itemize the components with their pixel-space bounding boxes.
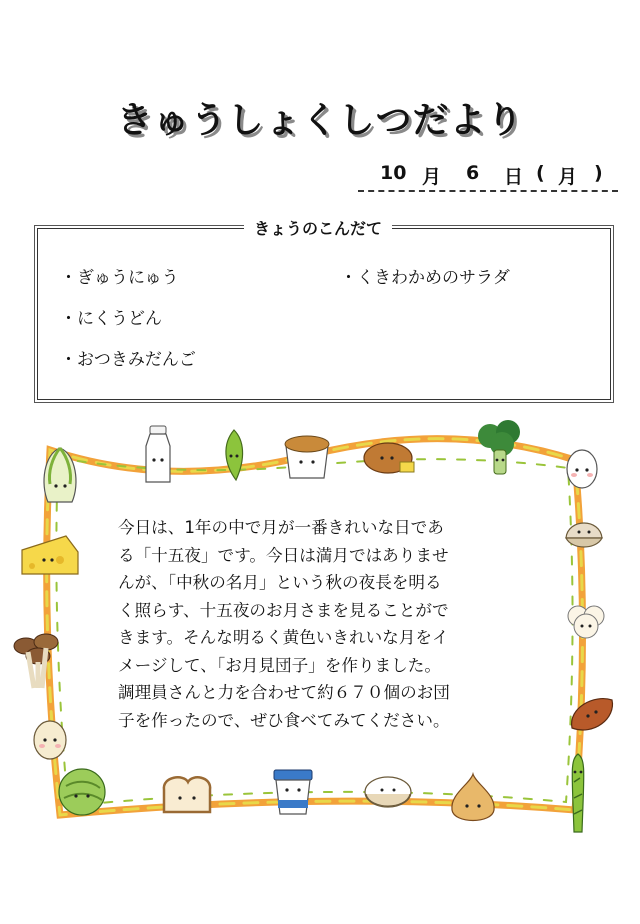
chinese-cabbage-icon [38,444,82,506]
story-line: メージして、「お月見団子」を作りました。 [118,655,441,675]
okra-icon [216,428,250,482]
date-month: 10 [380,162,407,184]
potato-icon [30,716,70,762]
date-day-label: 日 [504,166,524,188]
story-line: 今日は、1年の中で月が一番きれいな日であ [118,518,444,537]
date-day: 6 [466,162,480,184]
date-open-paren: ( [536,162,545,184]
story-line: きます。そんな明るく黄色いきれいな月をイ [118,628,449,647]
cheese-icon [18,530,82,580]
menu-heading: きょうのこんだて [244,216,392,239]
cauliflower-icon [562,600,610,646]
date-line [358,160,618,192]
natto-icon [280,430,334,482]
date-month-label: 月 [422,166,442,188]
menu-item-milk: ・ぎゅうにゅう [60,268,179,288]
onion-icon [446,770,500,828]
menu-item-dango: ・おつきみだんご [60,350,196,370]
menu-item-salad: ・くきわかめのサラダ [340,268,510,288]
bread-roll-icon [362,440,418,476]
yogurt-cup-icon [268,766,318,818]
story-line: んが、「中秋の名月」という秋の夜長を明る [118,573,442,592]
newsletter-title: きゅうしょくしつだより [116,100,524,141]
date-weekday: 月 [558,166,578,188]
story-line: く照らす、十五夜のお月さまを見ることがで [118,600,449,620]
rice-bowl-icon [362,774,414,814]
sausage-icon [564,688,618,740]
menu-item-udon: ・にくうどん [60,309,162,329]
story-line: 調理員さんと力を合わせて約６７０個のお団 [118,683,450,702]
story-text [118,514,536,734]
story-line: 子を作ったので、ぜひ食べてみてください。 [118,710,450,730]
shimeji-mushroom-icon [10,632,66,692]
story-line: る「十五夜」です。今日は満月ではありませ [118,545,449,565]
cabbage-icon [54,766,110,818]
clam-icon [562,512,606,554]
milk-bottle-icon [138,424,178,486]
egg-icon [562,446,602,490]
date-close-paren: ) [594,162,603,184]
toast-icon [158,770,216,816]
broccoli-icon [474,418,526,478]
asparagus-icon [560,752,596,836]
